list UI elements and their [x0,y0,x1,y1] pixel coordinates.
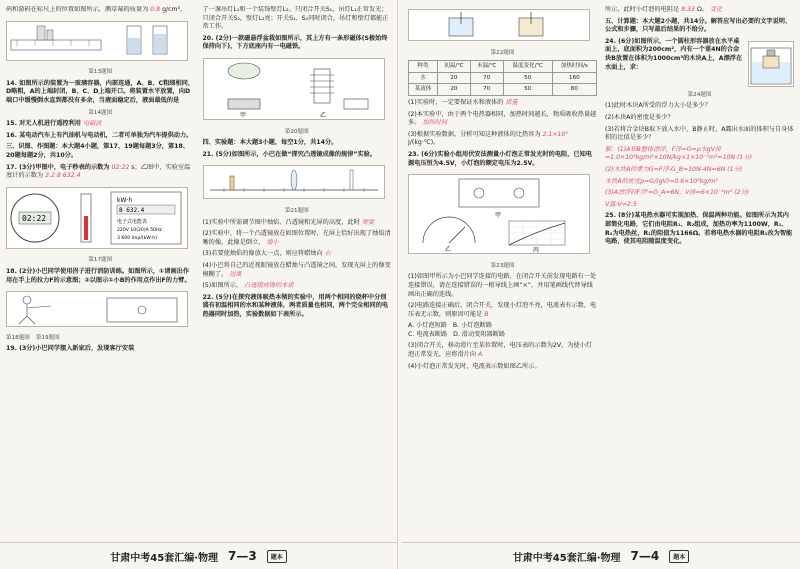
q23-text: 23. (6分)实验小组用伏安法测量小灯泡正常发光时的电阻，已知电源电压恒为4.5V，小灯泡的额定电压为2.5V。 [408,150,592,167]
q17-answer-1: 02:22 [111,163,130,171]
solution-step-2: (2)木块A的重力G=F浮-G_B=10N-4N=6N [605,165,726,173]
fig17-caption: 第17题图 [88,257,113,264]
q19-continued: 了一盏吊灯L₁和一个装饰壁灯L₂。只闭合开关S₁，吊灯L₁正常发光；只闭合开关S₂，壁灯L₂亮；开关S₁、S₂同时闭合，吊灯和壁灯都能正常工作。 [202,6,389,31]
q17-answer-3: 8 632.4 [56,172,81,180]
q22-3-unit: J/(kg·℃)。 [408,139,440,147]
right-col-1 [408,6,597,541]
solution-step-1: 解：(1)A和B整体漂浮，F浮=G=ρ水gV排=1.0×10³kg/m³×10N/kg×1×10⁻³m³=10N [605,145,736,162]
q22-text: 22. (5分)在探究液体吸热本领的实验中，用两个相同的烧杯中分别盛有初温相同的水和某种液体，两者质量也相同，两个完全相同的电热器同时加热，实验数据如下表所示。 [202,293,389,318]
right-footer-badge: 题本 [669,550,689,563]
q21-1: (1)实验中所需调节图中烛焰、凸透镜和光屏的高度，此时 [202,218,360,226]
q24-text: 24. (6分)如图所示，一个圆柱形容器放在水平桌面上，底面积为200cm²，内有一个重4N的合金块B放置在体积为1000cm³的木块A上，A漂浮在水面上，求： [605,37,743,71]
right-footer-title: 甘肃中考45套汇编·物理 [512,552,621,564]
right-col-2 [605,6,794,541]
q24-block [605,38,794,90]
fig23-label-a: 甲 [495,212,502,220]
right-page-number: 7—4 [630,549,660,563]
section-4-title: 四、实验题：本大题3小题，每空1分，共14分。 [202,139,338,147]
q21-2: (2)实验中，将一个凸透镜放在如图位置时，光屏上恰好出现了烛焰清晰的像，此像是倒立、 [202,230,391,246]
mark-2: (1分) [727,165,743,173]
q16-text: 16. 某电动汽车上有汽油机与电动机，二者可单独为汽车提供动力。 [6,131,193,139]
meter-reading: 8 632.4 [119,206,145,214]
q21-2-answer: 缩小 [266,238,279,246]
q21-3: (3)若要使烛焰的像放大一点，则应将蜡烛向 [202,250,323,258]
mark-3: (2分) [734,189,750,197]
left-footer-badge: 题本 [267,550,287,563]
fig14-caption: 第14题图 [88,109,113,116]
fig19-caption: 第19题图 [35,334,60,341]
q22-1: (1)实验时，一定要保证水和液体的 [408,98,504,106]
meter-spec-2: 3 600 imp/(kW·h) [117,235,157,241]
fig20-caption: 第20题图 [284,128,309,135]
figure-21 [203,165,385,199]
table-header: 温度变化/℃ [503,61,552,73]
q15-answer: 电磁波 [82,120,102,128]
q21-text: 21. (5分)如图所示，小巴在做“探究凸透镜成像的规律”实验。 [202,150,377,158]
q22-2-answer: 加热时间 [422,119,448,127]
q23-5-answer: 变化 [709,6,723,13]
q21-3-answer: 右 [324,250,331,258]
table-row [409,84,597,96]
table-cell: 50 [503,72,552,84]
q23-3-answer: A [478,351,483,359]
q23-4-continued: 所示，此时小灯泡的电阻是 [605,6,680,13]
left-page-number: 7—3 [228,549,257,563]
table-cell: 80 [552,84,596,96]
solution-step-3: 木块A的密度ρ=G/(gV)=0.6×10³kg/m³ [605,177,718,185]
figure-13 [6,21,188,61]
figure-18-19 [6,291,188,327]
q21-1-answer: 需要 [361,218,375,226]
fig21-caption: 第21题图 [284,207,309,214]
left-col-2 [203,6,392,541]
table-header: 初温/℃ [438,61,471,73]
q22-2: (2)本实验中，由于两个电热器相同，加热时间越长，物质吸收热量越多。 [408,110,597,127]
left-page [0,0,398,569]
q22-data-table [408,60,597,96]
meter-spec: 220V 10(20)A 50Hz [117,227,162,233]
q21-4-answer: 远离 [229,270,242,278]
option-a: A. 小灯泡短路 [408,322,447,330]
option-d: D. 滑动变阻器断路 [453,330,506,338]
table-cell: 160 [552,72,596,84]
q13-text: 码和游码在标尺上的位置如图所示，测草莓的质量为 [6,6,149,13]
left-footer [0,542,397,569]
q23-2: (2)电路连接正确后，闭合开关，发现小灯泡不亮，电流表有示数，电压表无示数，则原因可能是 [408,302,597,318]
figure-22 [408,9,590,41]
fig23-label-b: 乙 [445,246,452,254]
table-cell: 50 [503,84,552,96]
q13-unit: g/cm³。 [162,6,187,13]
q23-3: (3)闭合开关，移动滑片至某位置时，电压表的示数为2V，为使小灯泡正常发光，应将滑片向 [408,342,592,359]
table-cell: 某液体 [409,84,438,96]
fig13-caption: 第13题图 [88,69,113,76]
table-cell: 20 [438,72,471,84]
table-header: 末温/℃ [470,61,503,73]
q17-text: 17. (3分)甲图中，电子秒表的示数为 [6,163,110,171]
left-col-1 [6,6,195,541]
meter-label: 电子式电能表 [117,218,148,225]
section-5-title: 五、计算题：本大题2小题，共14分。解答应写出必要的文字说明、公式和步骤，只写最后结果的不给分。 [605,17,792,34]
table-row [409,72,597,84]
mark-1: (1分) [737,154,752,162]
q23-4: (4)小灯泡正常发光时，电流表示数如图乙所示。 [408,362,541,370]
q22-1-answer: 质量 [505,98,518,106]
figure-23 [408,174,590,254]
q19-text: 19. (3分)小巴同学摆入新家后，发现客厅安装 [6,345,135,353]
left-footer-title: 甘肃中考45套汇编·物理 [110,552,218,564]
right-page [402,0,800,569]
table-cell: 20 [438,84,471,96]
q21-5-answer: 凸透镜成像的本质 [244,282,294,290]
fig18-caption: 第18题图 [6,334,30,341]
q22-3-answer: 2.1×10³ [542,130,568,138]
stopwatch-display: 02:22 [22,213,47,223]
fig20-label-a: 甲 [239,111,246,119]
q13-answer: 0.8 [150,6,161,13]
q25-text: 25. (8分)某电热水器可实现加热、保温两种功能。如图所示为其内部简化电路，它们由电阻R₁、R₂组成，加热功率为1100W，R₁、R₂为电热丝，R₁的阻值为1166Ω。若将电热水器的电阻R₁改为智能电路，使其电阻随温度变化。 [605,212,793,246]
solution-step-4: (3)A漂浮时F浮'=G_A=6N，V排=6×10⁻⁴m³ [605,189,733,197]
q24-1: (1)此时木块A所受的浮力大小是多少？ [605,102,711,110]
q23-1: (1)如图甲所示为小巴同学连接的电路，在闭合开关前发现电路有一处连接错误，请在连接错误的一根导线上画“×”，并用笔画线代替导线画出正确的连线。 [408,273,597,298]
fig24-caption: 第24题图 [687,91,712,98]
q14-text: 14. 如图所示的装置为一玻璃容器，内部连通，A、B、C粗细相同，D略粗，A的上端封闭，B、C、D上端开口。将装置水平放置，向D端口中缓慢倒水直到都没有多余，当液面稳定后，液面最低的是 [6,79,195,104]
q17-unit: s；乙图中，实验室温度计的示数为 [6,163,191,180]
table-header-row [409,61,597,73]
q24-2: (2)木块A的密度是多少？ [605,113,674,121]
fig22-caption: 第22题图 [490,49,515,56]
right-footer [402,542,800,569]
table-cell: 70 [470,84,503,96]
fig20-label-b: 乙 [319,111,326,119]
table-cell: 水 [409,72,438,84]
fig23-label-c: 丙 [533,247,540,255]
table-header: 加热时间/s [552,61,596,73]
q20-text: 20. (2分)一款磁悬浮盆栽如图所示，其上方有一条形磁体(S极始终保持向下)，下方底座内有一电磁铁。 [202,34,388,51]
meter-unit: kW·h [117,196,133,204]
table-cell: 70 [470,72,503,84]
q23-4-unit: Ω。 [696,6,708,13]
q22-3: (3)根据实验数据，分析可知这种液体的比热容为 [408,130,541,138]
fig23-caption: 第23题图 [490,262,515,269]
figure-20 [203,58,385,120]
q21-4: (4)小巴将自己的近视眼镜放在蜡烛与凸透镜之间，发现光屏上的像变模糊了。 [202,261,391,278]
q24-3: (3)若将合金块B取下放入水中，B静止时，A露出水面的体积与自身体积的比值是多少？ [605,125,794,142]
q15-text: 15. 对无人机进行遥控利用 [6,120,81,128]
q17-answer-2: 3.2 [45,172,55,180]
solution-step-5: V露:V=2:5 [605,200,637,208]
q23-4-answer: 8.33 [681,6,695,13]
option-c: C. 电流表断路 [408,330,448,338]
table-header: 种类 [409,61,438,73]
q18-text: 18. (2分)小巴同学使用拐子进行消防训练。如图所示，①请画出作用在手上的拉力F的示意图；②以图示①小B的作用点作出F的力臂。 [6,267,191,284]
section-3-title: 三、识图、作图题：本大题4小题，第17、19题每题3分，第18、20题每题2分，共10分。 [6,143,189,159]
q21-5: (5)如图所示， [202,282,243,290]
figure-17 [6,187,188,249]
figure-24 [748,41,794,87]
q23-2-answer: B [484,310,489,318]
option-b: B. 小灯泡断路 [452,322,493,330]
